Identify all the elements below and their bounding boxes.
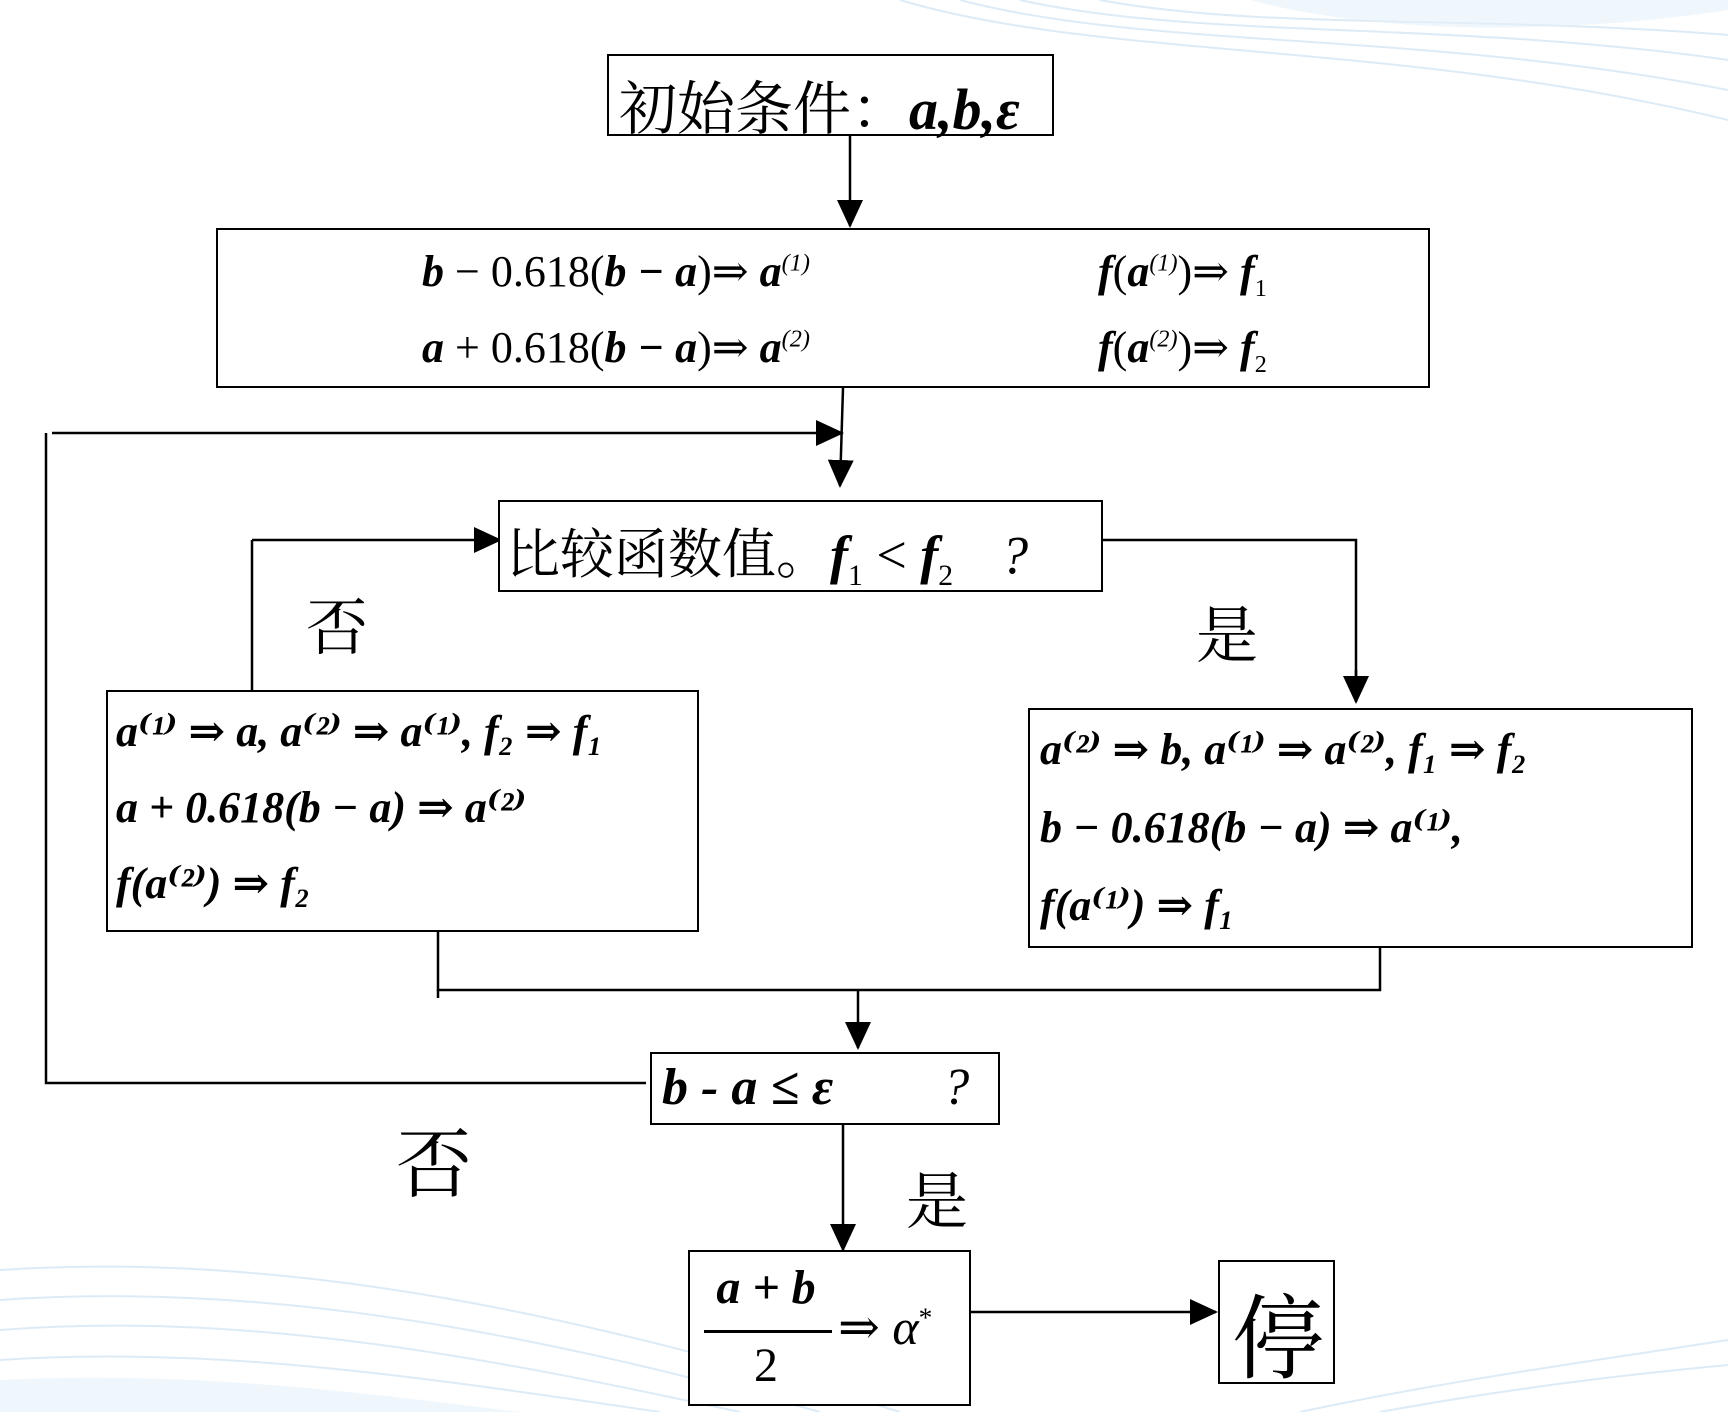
init-right-1: $f(a^{(1)})\Rightarrow$ $f_1$ [1098, 247, 1267, 302]
left-update-box [106, 690, 699, 932]
arrow-init-compare [840, 388, 843, 486]
compare-box: 比较函数值。$f_1 < f_2$ ? [498, 500, 1103, 592]
label-no-bottom: 否 [396, 1124, 472, 1208]
init-box [216, 228, 1430, 388]
alpha-symbol: α [892, 1299, 919, 1355]
left-line-2: a + 0.618(b − a) ⇒ a⁽²⁾ [116, 783, 527, 832]
stop-box [1218, 1260, 1335, 1391]
compare-label: 比较函数值。 [506, 525, 830, 585]
stop-label: 停 [1232, 1289, 1325, 1391]
left-line-1: a⁽¹⁾ ⇒ a, a⁽²⁾ ⇒ a⁽¹⁾, f₂ ⇒ f₁ [116, 707, 603, 756]
right-line-3: f(a⁽¹⁾) ⇒ f₁ [1040, 881, 1235, 930]
result-denominator: 2 [754, 1339, 778, 1392]
label-no-top: 否 [306, 595, 369, 663]
init-right-2: $f(a^{(2)})\Rightarrow$ $f_2$ [1098, 323, 1267, 378]
init-line-2: a + 0.618(b − a)⇒ $a^{(2)}$ [422, 323, 810, 372]
init-line-1: b − 0.618(b − a)⇒ $a^{(1)}$ [422, 247, 810, 296]
label-yes-bottom: 是 [906, 1169, 969, 1237]
label-yes-right: 是 [1196, 603, 1259, 671]
check-expr: b - a ≤ ε [662, 1059, 834, 1116]
right-line-1: a⁽²⁾ ⇒ b, a⁽¹⁾ ⇒ a⁽²⁾, f₁ ⇒ f₂ [1040, 725, 1527, 774]
fraction-bar [704, 1330, 832, 1333]
start-label: 初始条件： [619, 77, 910, 142]
check-box: b - a ≤ ε ? [650, 1052, 1000, 1125]
right-update-box [1028, 708, 1693, 948]
start-box [607, 54, 1054, 142]
left-line-3: f(a⁽²⁾) ⇒ f₂ [116, 859, 311, 908]
start-vars: a,b,ε [909, 77, 1020, 142]
result-box: a + b 2 ⇒ α* [688, 1250, 971, 1406]
right-line-2: b − 0.618(b − a) ⇒ a⁽¹⁾, [1040, 803, 1463, 852]
result-numerator: a + b [716, 1261, 816, 1314]
